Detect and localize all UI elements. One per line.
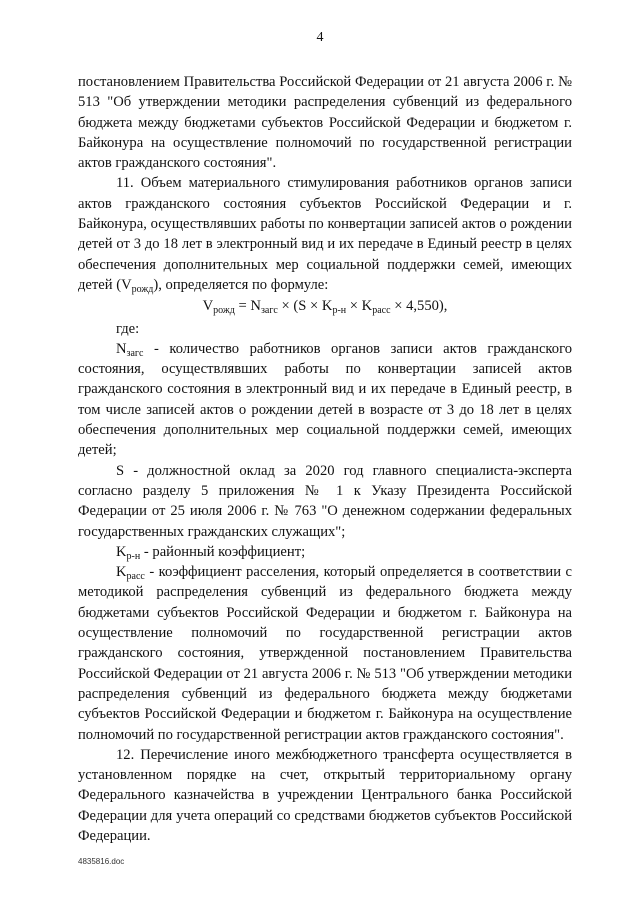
definition-n-symbol: N: [116, 340, 127, 357]
formula-end: × 4,550),: [390, 298, 448, 315]
formula-eq: = N: [234, 298, 261, 315]
definition-k-rass-sub: расс: [126, 571, 145, 583]
definition-k-rn-symbol: K: [116, 543, 127, 560]
page-number: 4: [316, 30, 324, 45]
formula-v-sub: рожд: [213, 305, 235, 317]
definition-k-rn-text: - районный коэффициент;: [140, 543, 306, 560]
footer-doc-id: 4835816.doc: [78, 857, 125, 866]
formula-mid: × (S × K: [277, 298, 333, 315]
definition-n-text: - количество работников органов записи актов гражданского состояния, осуществлявших работы по конвертации записей актов гражданского состояния в электронный вид и их передаче в Единый реестр, в том числе записей актов о рождении детей в возрасте от 3 до 18 лет в целях обеспечения дополнительных мер социальной поддержки семей, имеющих детей;: [78, 340, 572, 459]
paragraph-11: [78, 173, 572, 295]
paragraph-11-end: ), определяется по формуле:: [153, 276, 329, 293]
definition-k-rn-sub: р-н: [126, 550, 141, 562]
paragraph-11-subscript: рожд: [131, 283, 154, 295]
definition-k-rass-symbol: K: [116, 564, 127, 581]
definition-k-rass: [78, 562, 572, 745]
paragraph-12: 12. Перечисление иного межбюджетного трансферта осуществляется в установленном порядке на счет, открытый территориальному органу Федерального казначейства в учреждении Центрального банка Российской Федерации для учета операций со средствами бюджетов субъектов Российской Федерации.: [78, 746, 572, 844]
definition-n-zags: [78, 339, 572, 461]
formula: [78, 296, 572, 316]
where-label: где:: [116, 320, 140, 337]
formula-mid2: × K: [346, 298, 373, 315]
formula-n-sub: загс: [260, 305, 278, 317]
definition-k-rass-text: - коэффициент расселения, который определяется в соответствии с методикой распределения субвенций из федерального бюджета между бюджетами субъектов Российской Федерации и бюджетом г. Байконура на осуществление полномочий по государственной регистрации актов гражданского состояния, утвержденной постановлением Правительства Российской Федерации от 21 августа 2006 г. № 513 "Об утверждении методики распределения субвенций из федерального бюджета между бюджетами субъектов Российской Федерации и бюджетом г. Байконура на осуществление полномочий по государственной регистрации актов гражданского состояния".: [78, 564, 572, 743]
document-body: [78, 72, 572, 846]
formula-k2-sub: расс: [372, 305, 391, 317]
paragraph-11-text: 11. Объем материального стимулирования работников органов записи актов гражданского состояния субъектов Российской Федерации и г. Байконура, осуществлявших работы по конвертации записей актов о рождении детей от 3 до 18 лет в электронный вид и их передаче в Единый реестр в целях обеспечения дополнительных мер социальной поддержки семей, имеющих детей (V: [78, 175, 572, 293]
definition-n-sub: загс: [126, 347, 144, 359]
paragraph-intro: постановлением Правительства Российской Федерации от 21 августа 2006 г. № 513 "Об утверждении методики распределения субвенций из федерального бюджета между бюджетами субъектов Российской Федерации и бюджетом г. Байконура на осуществление полномочий по государственной регистрации актов гражданского состояния".: [78, 74, 572, 172]
formula-k1-sub: р-н: [332, 305, 347, 317]
definition-k-rn: [78, 542, 572, 562]
formula-v: V: [202, 298, 214, 315]
definition-s: S - должностной оклад за 2020 год главного специалиста-эксперта согласно разделу 5 приложения № 1 к Указу Президента Российской Федерации от 25 июля 2006 г. № 763 "О денежном содержании федеральных государственных гражданских служащих";: [78, 462, 572, 540]
